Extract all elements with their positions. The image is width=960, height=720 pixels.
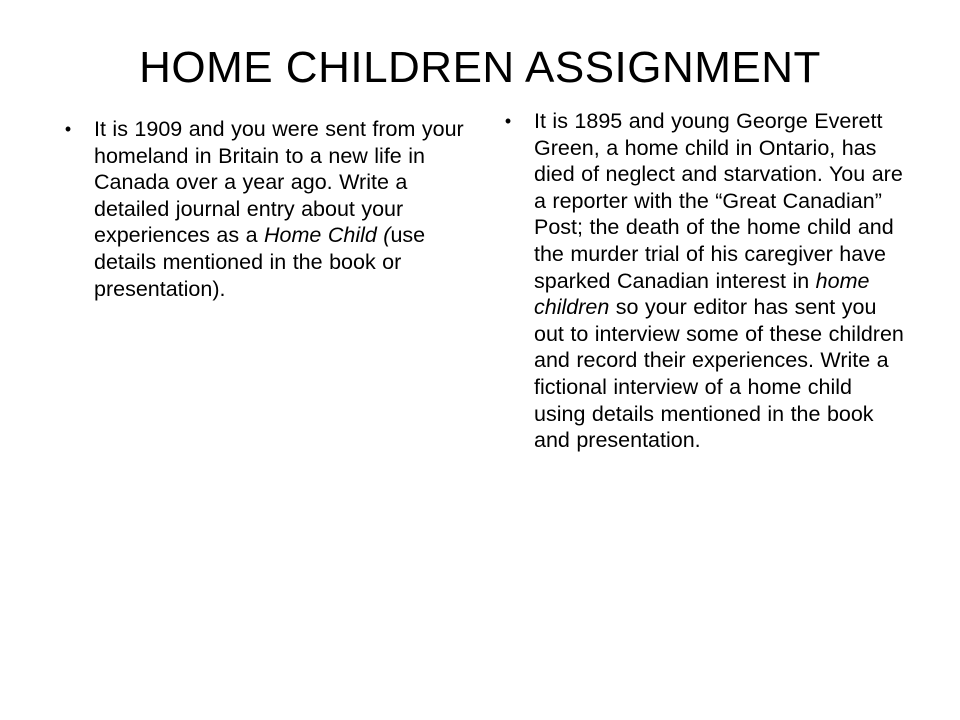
bullet-icon: • bbox=[504, 111, 512, 131]
left-bullet-list bbox=[60, 116, 468, 302]
slide-title: HOME CHILDREN ASSIGNMENT bbox=[139, 43, 821, 92]
right-bullet-text-part1: It is 1895 and young George Everett Green, a home child in Ontario, has died of neglect and starvation. You are a reporter with the “Great Canadian” Post; the death of the home child and the murder trial of his caregiver have sparked Canadian interest in bbox=[534, 109, 903, 293]
left-bullet-item bbox=[60, 116, 468, 302]
left-bullet-text-part1: It is 1909 and you were sent from your homeland in Britain to a new life in Canada over a year ago. Write a detailed journal entry about your experiences as a bbox=[94, 117, 464, 248]
bullet-icon: • bbox=[64, 119, 72, 139]
right-bullet-item bbox=[500, 108, 908, 454]
left-bullet-text-part2: use details mentioned in the book or presentation). bbox=[94, 223, 426, 301]
right-bullet-list bbox=[500, 108, 908, 454]
left-bullet-text-italic: Home Child ( bbox=[264, 223, 391, 248]
left-bullet-text bbox=[94, 116, 468, 302]
right-bullet-text-italic: home children bbox=[534, 268, 870, 320]
right-bullet-text bbox=[534, 108, 908, 454]
right-bullet-text-part2: so your editor has sent you out to interview some of these children and record their experiences. Write a fictional interview of a home child using details mentioned in the book and presentation. bbox=[534, 295, 904, 453]
